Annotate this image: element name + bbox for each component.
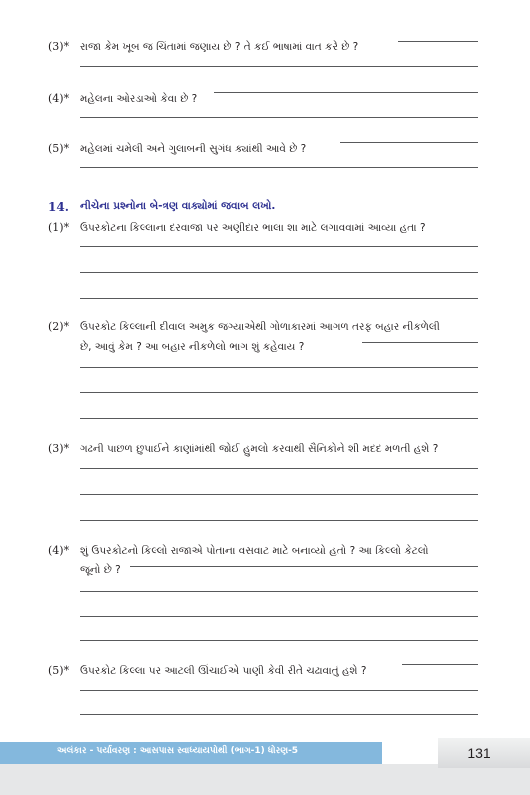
page-number: 131 — [467, 745, 491, 761]
section-number: 14. — [48, 200, 69, 214]
footer-book-title: અલંકાર - પર્યાવરણ : આસપાસ સ્વાધ્યાયપોથી (ભાગ-1) ધોરણ-5 — [57, 746, 299, 756]
page-footer — [0, 738, 530, 795]
answer-line — [80, 418, 478, 419]
footer-shade — [0, 764, 530, 795]
answer-line — [80, 690, 478, 691]
answer-line — [80, 468, 478, 469]
question-text: ગઢની પાછળ છુપાઈને કાણાંમાંથી જોઈ હુમલો કરવાથી સૈનિકોને શી મદદ મળતી હશે ? — [80, 443, 439, 455]
answer-line — [362, 342, 478, 343]
section-title: નીચેના પ્રશ્નોના બે-ત્રણ વાક્યોમાં જવાબ લખો. — [80, 200, 276, 212]
answer-line — [130, 566, 478, 567]
question-text: મહેલના ઓરડાઓ કેવા છે ? — [80, 93, 198, 105]
answer-line — [340, 142, 478, 143]
answer-line — [80, 298, 478, 299]
question-text: રાજા કેમ ખૂબ જ ચિંતામાં જણાય છે ? તે કઈ ભાષામાં વાત કરે છે ? — [80, 41, 359, 53]
answer-line — [80, 714, 478, 715]
question-number: (5)* — [48, 142, 70, 155]
answer-line — [80, 616, 478, 617]
question-text: ઉપરકોટ કિલ્લાની દીવાલ અમુક જગ્યાએથી ગોળાકારમાં આગળ તરફ બહાર નીકળેલી — [80, 321, 440, 333]
answer-line — [402, 664, 478, 665]
answer-line — [80, 117, 478, 118]
answer-line — [80, 494, 478, 495]
answer-line — [80, 367, 478, 368]
question-text: ઉપરકોટ કિલ્લા પર આટલી ઊંચાઈએ પાણી કેવી રીતે ચઢાવાતું હશે ? — [80, 665, 367, 677]
page-number-box — [438, 738, 530, 768]
question-number: (2)* — [48, 320, 70, 333]
answer-line — [214, 92, 478, 93]
question-number: (3)* — [48, 40, 70, 53]
question-number: (1)* — [48, 221, 70, 234]
question-text-continued: છે, આવું કેમ ? આ બહાર નીકળેલો ભાગ શું કહેવાય ? — [80, 341, 305, 353]
answer-line — [80, 392, 478, 393]
answer-line — [80, 167, 478, 168]
question-number: (3)* — [48, 442, 70, 455]
question-text: શું ઉપરકોટનો કિલ્લો રાજાએ પોતાના વસવાટ માટે બનાવ્યો હતો ? આ કિલ્લો કેટલો — [80, 545, 429, 557]
answer-line — [80, 66, 478, 67]
answer-line — [80, 591, 478, 592]
question-number: (4)* — [48, 544, 70, 557]
question-number: (5)* — [48, 664, 70, 677]
question-text: મહેલમાં ચમેલી અને ગુલાબની સુગંધ ક્યાંથી આવે છે ? — [80, 143, 307, 155]
answer-line — [80, 272, 478, 273]
answer-line — [398, 41, 478, 42]
question-text: ઉપરકોટના કિલ્લાના દરવાજા પર અણીદાર ભાલા શા માટે લગાવવામાં આવ્યા હતા ? — [80, 222, 426, 234]
answer-line — [80, 520, 478, 521]
answer-line — [80, 246, 478, 247]
question-number: (4)* — [48, 92, 70, 105]
question-text-continued: જૂનો છે ? — [80, 564, 121, 576]
answer-line — [80, 640, 478, 641]
